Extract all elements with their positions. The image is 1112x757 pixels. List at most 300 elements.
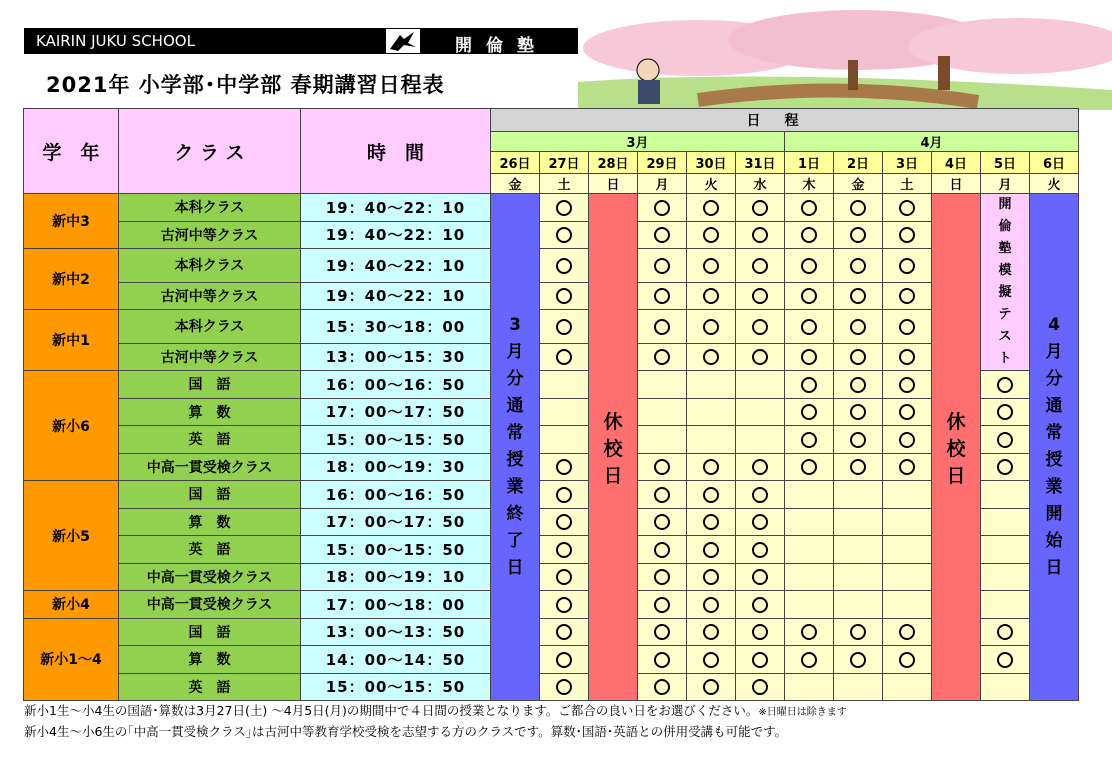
vertical-char: 常 [1045, 423, 1063, 443]
vertical-char: 通 [506, 396, 524, 416]
schedule-cell [785, 398, 834, 426]
schedule-cell [736, 618, 785, 646]
schedule-cell [883, 508, 932, 536]
schedule-cell [540, 310, 589, 344]
attendance-mark-icon [654, 200, 670, 216]
attendance-mark-icon [703, 200, 719, 216]
schedule-cell [785, 536, 834, 564]
attendance-mark-icon [997, 377, 1013, 393]
table-row [24, 249, 1079, 283]
schedule-cell [638, 481, 687, 509]
vertical-char: 休 [946, 410, 966, 433]
attendance-mark-icon [752, 487, 768, 503]
schedule-cell [687, 591, 736, 619]
weekday-cell: 金 [491, 174, 540, 194]
note-line-1 [24, 701, 847, 719]
attendance-mark-icon [752, 227, 768, 243]
march-end-note [491, 194, 540, 701]
attendance-mark-icon [899, 227, 915, 243]
attendance-mark-icon [752, 652, 768, 668]
april-start-note [1030, 194, 1079, 701]
schedule-cell [834, 646, 883, 674]
time-cell: 17：00～17：50 [301, 508, 491, 536]
schedule-cell [687, 563, 736, 591]
schedule-cell [834, 563, 883, 591]
vertical-char: 休 [603, 410, 623, 433]
attendance-mark-icon [703, 597, 719, 613]
attendance-mark-icon [556, 542, 572, 558]
time-cell: 17：00～17：50 [301, 398, 491, 426]
attendance-mark-icon [703, 514, 719, 530]
vertical-char: 分 [1045, 369, 1063, 389]
attendance-mark-icon [654, 349, 670, 365]
schedule-cell [785, 453, 834, 481]
attendance-mark-icon [654, 459, 670, 475]
juku-name: 開倫塾 [455, 36, 548, 56]
class-cell: 古河中等クラス [119, 221, 301, 249]
juku-logo-icon [386, 29, 420, 53]
schedule-cell [883, 310, 932, 344]
attendance-mark-icon [703, 258, 719, 274]
mock-test-note [981, 194, 1030, 371]
closed-day-mar28 [589, 194, 638, 701]
attendance-mark-icon [556, 319, 572, 335]
class-cell: 英 語 [119, 536, 301, 564]
class-cell: 算 数 [119, 646, 301, 674]
attendance-mark-icon [752, 200, 768, 216]
schedule-cell [981, 371, 1030, 399]
schedule-table [23, 108, 1079, 701]
schedule-cell [834, 310, 883, 344]
schedule-cell [834, 536, 883, 564]
table-row [24, 453, 1079, 481]
attendance-mark-icon [752, 288, 768, 304]
vertical-char: 業 [1045, 477, 1063, 497]
table-row [24, 673, 1079, 701]
attendance-mark-icon [801, 404, 817, 420]
schedule-cell [540, 563, 589, 591]
table-row [24, 310, 1079, 344]
schedule-cell [883, 398, 932, 426]
class-cell: 中高一貫受検クラス [119, 563, 301, 591]
table-row [24, 591, 1079, 619]
schedule-cell [687, 536, 736, 564]
table-row [24, 536, 1079, 564]
vertical-char: 始 [1045, 531, 1063, 551]
vertical-char: 日 [506, 558, 524, 578]
table-row [24, 481, 1079, 509]
vertical-char: 倫 [998, 219, 1012, 234]
schedule-cell [540, 282, 589, 310]
attendance-mark-icon [752, 569, 768, 585]
schedule-cell [540, 221, 589, 249]
schedule-cell [687, 310, 736, 344]
vertical-char: 授 [506, 450, 524, 470]
class-cell: 英 語 [119, 673, 301, 701]
schedule-cell [736, 591, 785, 619]
schedule-cell [785, 673, 834, 701]
schedule-cell [540, 481, 589, 509]
note-line-2: 新小4生～小6生の｢中高一貫受検クラス｣は古河中等教育学校受検を志望する方のクラスです。算数･国語･英語との併用受講も可能です。 [24, 724, 788, 739]
schedule-cell [736, 673, 785, 701]
schedule-cell [785, 481, 834, 509]
schedule-cell [540, 453, 589, 481]
time-cell: 15：30～18：00 [301, 310, 491, 344]
time-cell: 16：00～16：50 [301, 481, 491, 509]
schedule-cell [883, 481, 932, 509]
schedule-cell [785, 282, 834, 310]
schedule-cell [687, 453, 736, 481]
schedule-cell [540, 426, 589, 454]
vertical-char: 開 [1045, 504, 1063, 524]
attendance-mark-icon [801, 459, 817, 475]
table-row [24, 618, 1079, 646]
schedule-cell [638, 646, 687, 674]
schedule-cell [981, 646, 1030, 674]
attendance-mark-icon [752, 514, 768, 530]
schedule-cell [540, 618, 589, 646]
attendance-mark-icon [899, 652, 915, 668]
attendance-mark-icon [899, 288, 915, 304]
schedule-cell [736, 194, 785, 222]
time-cell: 13：00～13：50 [301, 618, 491, 646]
schedule-cell [883, 591, 932, 619]
schedule-cell [638, 563, 687, 591]
schedule-cell [638, 343, 687, 371]
schedule-cell [540, 398, 589, 426]
attendance-mark-icon [801, 200, 817, 216]
attendance-mark-icon [556, 258, 572, 274]
attendance-mark-icon [654, 514, 670, 530]
schedule-cell [540, 508, 589, 536]
attendance-mark-icon [850, 319, 866, 335]
attendance-mark-icon [654, 569, 670, 585]
vertical-char: 日 [1045, 558, 1063, 578]
schedule-header: 日程 [491, 109, 1079, 132]
schedule-cell [540, 673, 589, 701]
table-row [24, 563, 1079, 591]
attendance-mark-icon [654, 258, 670, 274]
vertical-char: 擬 [998, 285, 1012, 300]
schedule-cell [834, 194, 883, 222]
vertical-char: 終 [506, 504, 524, 524]
vertical-char: 日 [603, 464, 623, 487]
vertical-char: 授 [1045, 450, 1063, 470]
attendance-mark-icon [850, 377, 866, 393]
vertical-char: 日 [946, 464, 966, 487]
attendance-mark-icon [801, 377, 817, 393]
vertical-char: 模 [998, 263, 1012, 278]
attendance-mark-icon [752, 679, 768, 695]
time-cell: 19：40～22：10 [301, 194, 491, 222]
schedule-cell [687, 343, 736, 371]
schedule-cell [540, 343, 589, 371]
table-row [24, 221, 1079, 249]
schedule-cell [785, 371, 834, 399]
class-cell: 中高一貫受検クラス [119, 591, 301, 619]
schedule-cell [687, 508, 736, 536]
attendance-mark-icon [801, 652, 817, 668]
day-cell: 29日 [638, 152, 687, 174]
attendance-mark-icon [801, 319, 817, 335]
day-cell: 1日 [785, 152, 834, 174]
schedule-cell [883, 282, 932, 310]
schedule-cell [540, 371, 589, 399]
schedule-cell [736, 453, 785, 481]
grade-header: 学 年 [24, 109, 119, 194]
note-line-1-small: ※日曜日は除きます [758, 707, 847, 718]
schedule-cell [736, 481, 785, 509]
attendance-mark-icon [556, 679, 572, 695]
attendance-mark-icon [801, 288, 817, 304]
attendance-mark-icon [752, 258, 768, 274]
schedule-cell [834, 371, 883, 399]
schedule-cell [785, 426, 834, 454]
vertical-char: テ [998, 307, 1012, 322]
schedule-cell [834, 249, 883, 283]
attendance-mark-icon [654, 542, 670, 558]
schedule-cell [638, 426, 687, 454]
table-row [24, 282, 1079, 310]
schedule-cell [981, 673, 1030, 701]
attendance-mark-icon [752, 597, 768, 613]
schedule-cell [834, 591, 883, 619]
attendance-mark-icon [703, 459, 719, 475]
table-row [24, 398, 1079, 426]
day-cell: 30日 [687, 152, 736, 174]
attendance-mark-icon [703, 487, 719, 503]
time-cell: 13：00～15：30 [301, 343, 491, 371]
table-row [24, 371, 1079, 399]
attendance-mark-icon [899, 349, 915, 365]
vertical-char: ト [998, 351, 1012, 366]
cherry-blossom-illustration [578, 10, 1112, 110]
day-cell: 5日 [981, 152, 1030, 174]
attendance-mark-icon [556, 288, 572, 304]
schedule-cell [785, 221, 834, 249]
weekday-cell: 日 [932, 174, 981, 194]
time-cell: 18：00～19：10 [301, 563, 491, 591]
attendance-mark-icon [850, 288, 866, 304]
schedule-cell [540, 646, 589, 674]
schedule-cell [736, 249, 785, 283]
attendance-mark-icon [556, 349, 572, 365]
attendance-mark-icon [801, 227, 817, 243]
schedule-cell [638, 282, 687, 310]
vertical-char: 常 [506, 423, 524, 443]
schedule-cell [785, 563, 834, 591]
weekday-cell: 日 [589, 174, 638, 194]
attendance-mark-icon [899, 432, 915, 448]
schedule-cell [981, 508, 1030, 536]
weekday-cell: 土 [540, 174, 589, 194]
time-cell: 19：40～22：10 [301, 282, 491, 310]
schedule-cell [687, 221, 736, 249]
schedule-cell [834, 398, 883, 426]
grade-cell: 新中1 [24, 310, 119, 371]
attendance-mark-icon [899, 200, 915, 216]
vertical-char: 開 [998, 197, 1012, 212]
attendance-mark-icon [899, 319, 915, 335]
day-cell: 27日 [540, 152, 589, 174]
schedule-cell [638, 221, 687, 249]
attendance-mark-icon [801, 432, 817, 448]
time-cell: 18：00～19：30 [301, 453, 491, 481]
attendance-mark-icon [703, 288, 719, 304]
vertical-char: 校 [603, 437, 623, 460]
attendance-mark-icon [899, 258, 915, 274]
time-cell: 14：00～14：50 [301, 646, 491, 674]
table-row [24, 194, 1079, 222]
attendance-mark-icon [752, 542, 768, 558]
class-cell: 本科クラス [119, 249, 301, 283]
attendance-mark-icon [850, 200, 866, 216]
attendance-mark-icon [556, 200, 572, 216]
attendance-mark-icon [556, 459, 572, 475]
schedule-cell [736, 536, 785, 564]
page-title: 2021年 小学部･中学部 春期講習日程表 [46, 73, 445, 97]
schedule-cell [638, 249, 687, 283]
schedule-cell [834, 426, 883, 454]
attendance-mark-icon [997, 459, 1013, 475]
attendance-mark-icon [997, 624, 1013, 640]
attendance-mark-icon [850, 652, 866, 668]
schedule-cell [638, 591, 687, 619]
schedule-cell [736, 426, 785, 454]
attendance-mark-icon [801, 258, 817, 274]
time-cell: 15：00～15：50 [301, 673, 491, 701]
class-header: ク ラ ス [119, 109, 301, 194]
schedule-cell [638, 508, 687, 536]
school-name: KAIRIN JUKU SCHOOL [36, 32, 195, 50]
attendance-mark-icon [997, 652, 1013, 668]
vertical-char: 3 [509, 315, 521, 335]
attendance-mark-icon [556, 652, 572, 668]
day-cell: 2日 [834, 152, 883, 174]
schedule-cell [736, 371, 785, 399]
attendance-mark-icon [850, 624, 866, 640]
weekday-cell: 火 [687, 174, 736, 194]
attendance-mark-icon [654, 319, 670, 335]
note-line-1-text: 新小1生～小4生の国語･算数は3月27日(土) ～4月5日(月)の期間中で４日間の授業となります。ご都合の良い日をお選びください。 [24, 703, 759, 718]
schedule-cell [687, 282, 736, 310]
schedule-cell [883, 343, 932, 371]
day-cell: 3日 [883, 152, 932, 174]
schedule-cell [540, 536, 589, 564]
attendance-mark-icon [752, 624, 768, 640]
schedule-cell [981, 398, 1030, 426]
attendance-mark-icon [899, 624, 915, 640]
day-cell: 31日 [736, 152, 785, 174]
month-march: 3月 [491, 132, 785, 152]
attendance-mark-icon [899, 459, 915, 475]
day-cell: 6日 [1030, 152, 1079, 174]
class-cell: 英 語 [119, 426, 301, 454]
schedule-cell [638, 310, 687, 344]
vertical-char: 校 [946, 437, 966, 460]
class-cell: 国 語 [119, 618, 301, 646]
weekday-cell: 火 [1030, 174, 1079, 194]
schedule-cell [883, 673, 932, 701]
schedule-cell [834, 221, 883, 249]
attendance-mark-icon [654, 487, 670, 503]
schedule-cell [687, 249, 736, 283]
schedule-cell [834, 673, 883, 701]
class-cell: 算 数 [119, 508, 301, 536]
schedule-cell [638, 398, 687, 426]
schedule-cell [687, 618, 736, 646]
time-header: 時 間 [301, 109, 491, 194]
schedule-cell [687, 426, 736, 454]
schedule-cell [540, 249, 589, 283]
class-cell: 国 語 [119, 371, 301, 399]
time-cell: 15：00～15：50 [301, 426, 491, 454]
table-row [24, 343, 1079, 371]
attendance-mark-icon [850, 227, 866, 243]
schedule-cell [638, 194, 687, 222]
schedule-cell [687, 398, 736, 426]
attendance-mark-icon [801, 349, 817, 365]
schedule-cell [981, 591, 1030, 619]
schedule-cell [883, 371, 932, 399]
attendance-mark-icon [997, 404, 1013, 420]
closed-day-apr4 [932, 194, 981, 701]
schedule-cell [883, 194, 932, 222]
schedule-cell [981, 453, 1030, 481]
schedule-cell [834, 508, 883, 536]
schedule-cell [638, 673, 687, 701]
attendance-mark-icon [703, 349, 719, 365]
schedule-cell [736, 508, 785, 536]
schedule-cell [883, 426, 932, 454]
time-cell: 16：00～16：50 [301, 371, 491, 399]
month-april: 4月 [785, 132, 1079, 152]
schedule-cell [834, 453, 883, 481]
schedule-cell [687, 481, 736, 509]
class-cell: 古河中等クラス [119, 282, 301, 310]
schedule-cell [736, 646, 785, 674]
schedule-cell [785, 618, 834, 646]
vertical-char: 月 [1045, 342, 1063, 362]
class-cell: 本科クラス [119, 310, 301, 344]
schedule-cell [981, 563, 1030, 591]
class-cell: 算 数 [119, 398, 301, 426]
weekday-cell: 木 [785, 174, 834, 194]
grade-cell: 新小6 [24, 371, 119, 481]
schedule-cell [981, 536, 1030, 564]
attendance-mark-icon [850, 349, 866, 365]
class-cell: 中高一貫受検クラス [119, 453, 301, 481]
attendance-mark-icon [850, 459, 866, 475]
schedule-cell [638, 371, 687, 399]
schedule-cell [981, 426, 1030, 454]
schedule-cell [785, 310, 834, 344]
attendance-mark-icon [752, 319, 768, 335]
time-cell: 15：00～15：50 [301, 536, 491, 564]
weekday-cell: 月 [981, 174, 1030, 194]
schedule-cell [785, 591, 834, 619]
schedule-cell [981, 481, 1030, 509]
schedule-cell [785, 508, 834, 536]
class-cell: 本科クラス [119, 194, 301, 222]
attendance-mark-icon [703, 569, 719, 585]
grade-cell: 新中2 [24, 249, 119, 310]
attendance-mark-icon [556, 597, 572, 613]
time-cell: 19：40～22：10 [301, 221, 491, 249]
attendance-mark-icon [850, 404, 866, 420]
time-cell: 19：40～22：10 [301, 249, 491, 283]
vertical-char: 4 [1048, 315, 1060, 335]
